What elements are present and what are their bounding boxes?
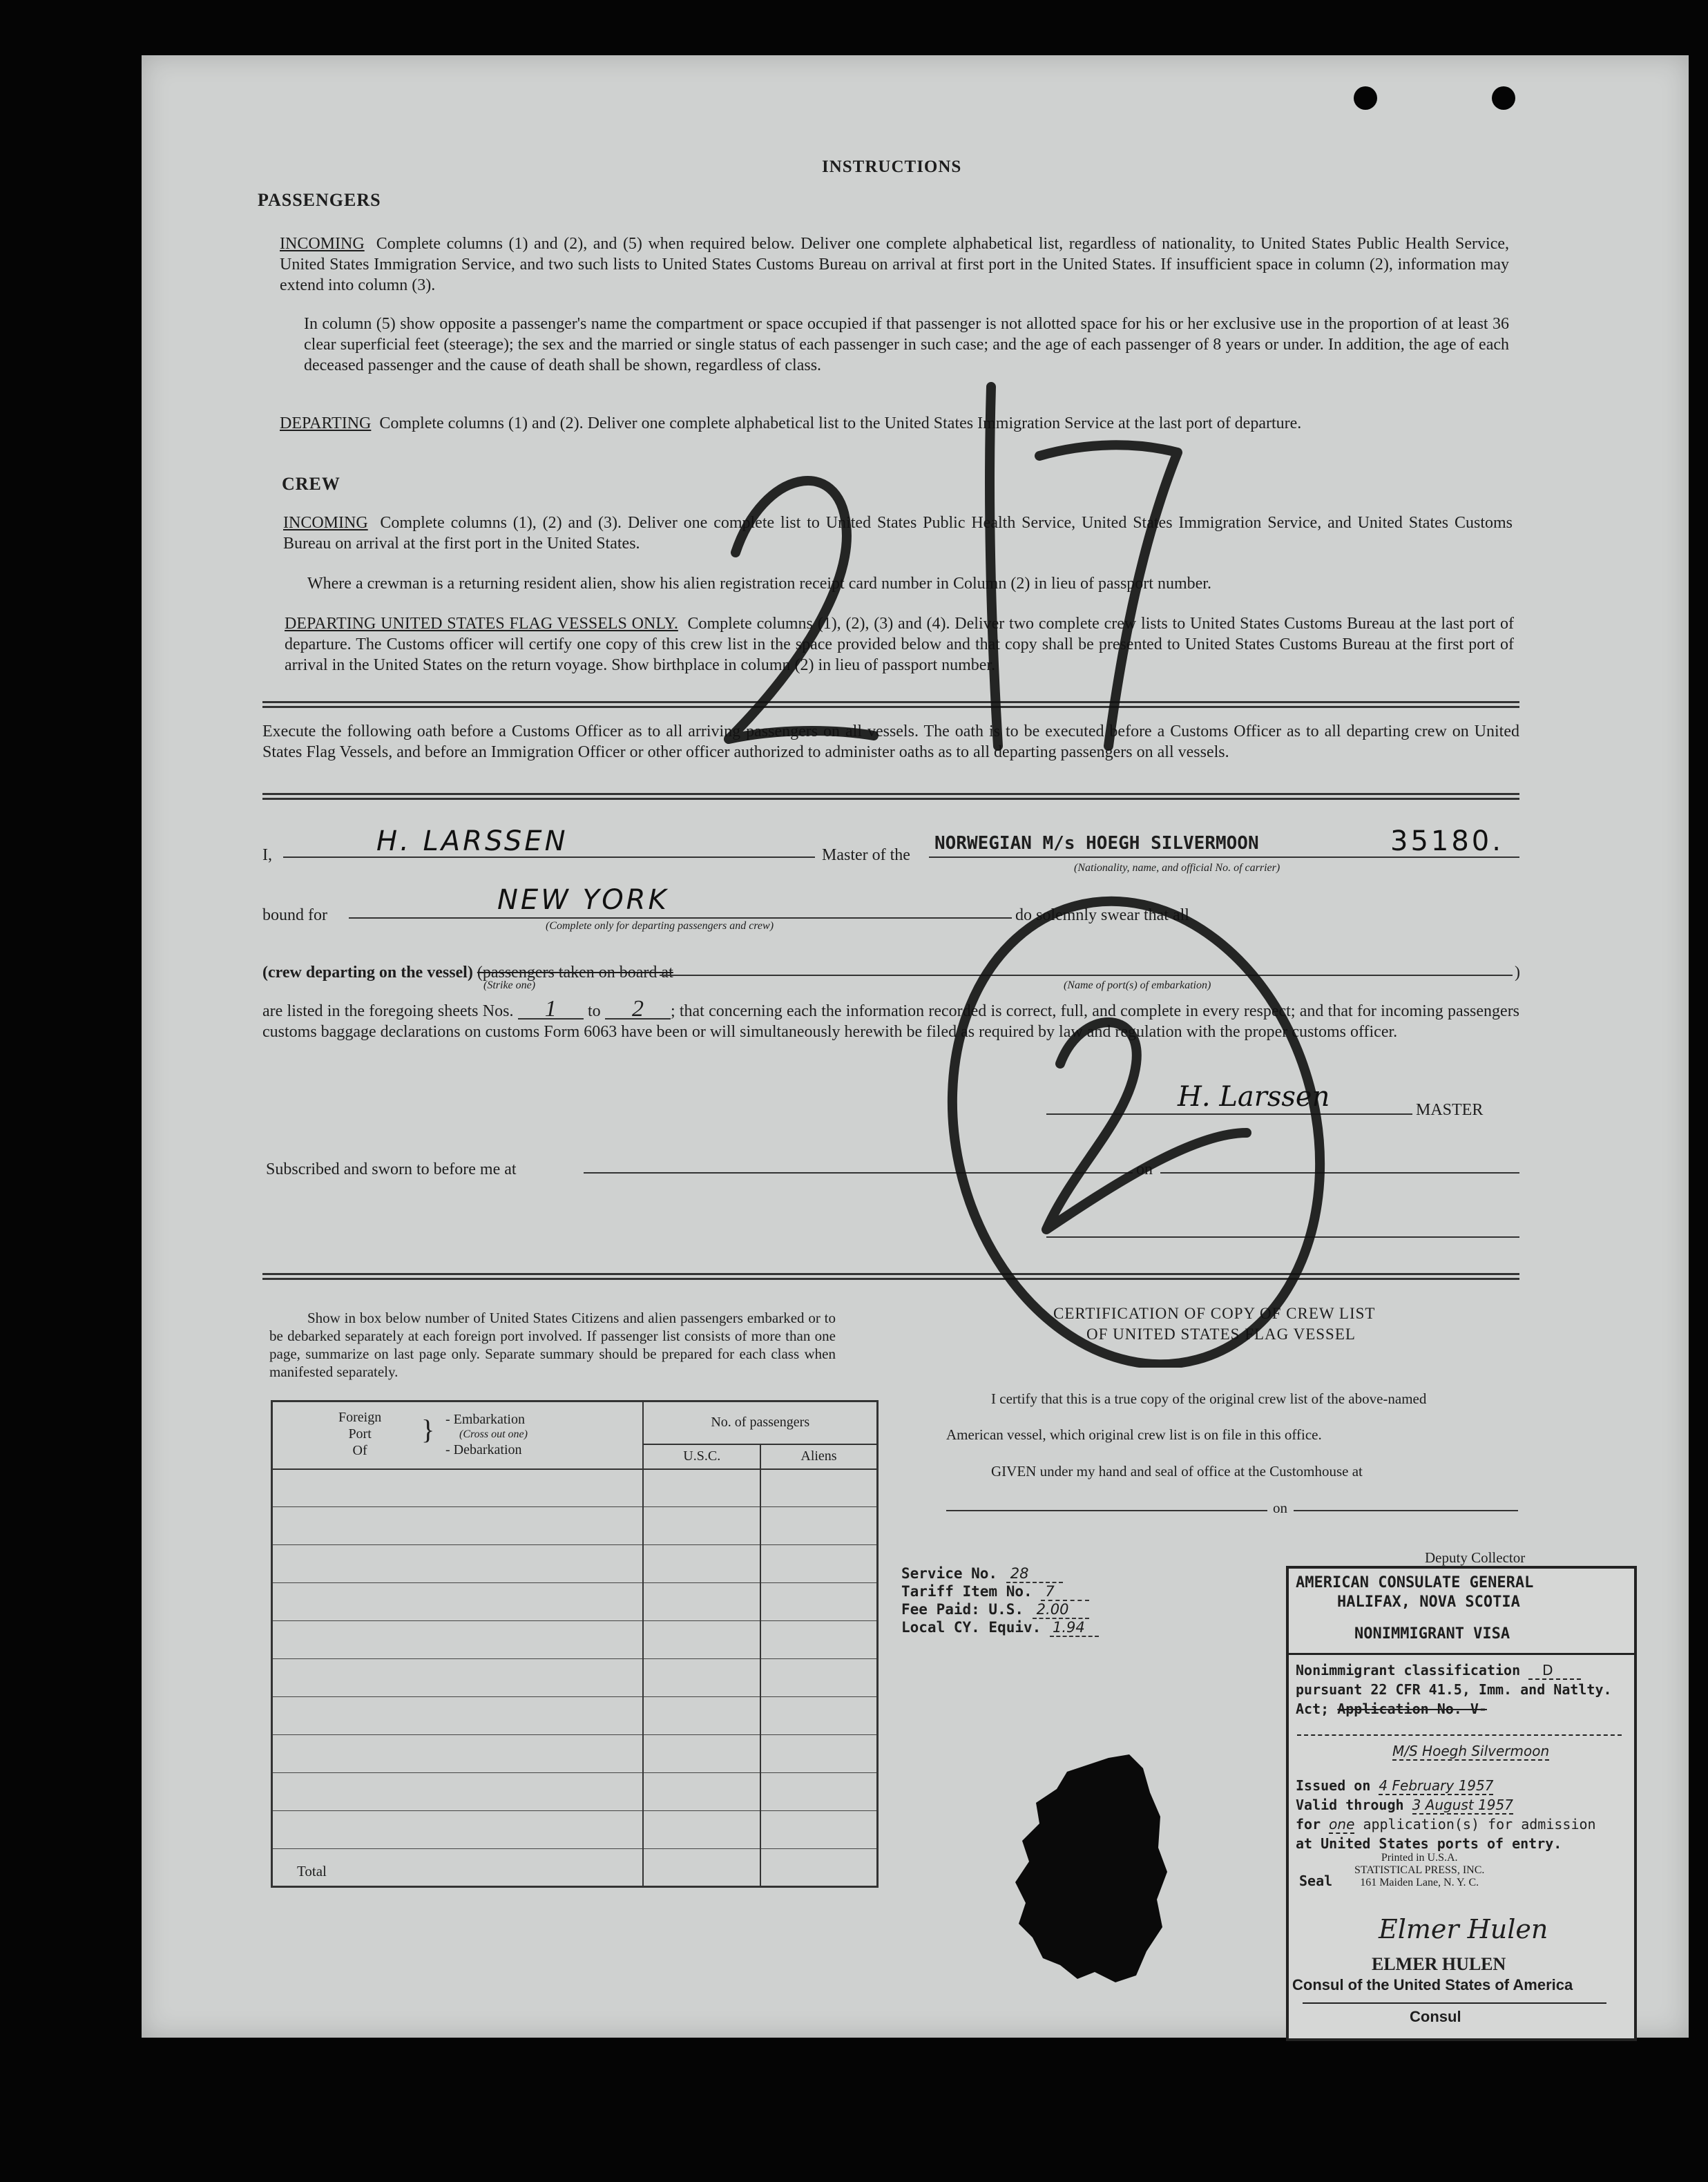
tariff-label: Tariff Item No.: [901, 1583, 1033, 1600]
total-label: Total: [272, 1849, 644, 1887]
sheets-prefix: are listed in the foregoing sheets Nos.: [262, 1002, 514, 1020]
printer-imprint: [1354, 1852, 1484, 1889]
crew-incoming-text: Complete columns (1), (2) and (3). Deliver one complete list to United States Public Health Service, United States Immigration Service, and United States Customs Bureau on arrival at the first port in the United States.: [283, 514, 1513, 553]
consul-label: Consul: [1410, 2008, 1461, 2025]
stamp-line-1: AMERICAN CONSULATE GENERAL: [1296, 1574, 1534, 1591]
summary-instructions: Show in box below number of United States Citizens and alien passengers embarked or to be debarked separately at each foreign port involved. If passenger list consists of more than one page, summarize on last page only. Separate summary should be prepared for each class when manifested separately.: [269, 1310, 836, 1380]
cross-out-label: (Cross out one): [459, 1428, 528, 1440]
vessel-name: NORWEGIAN M/s HOEGH SILVERMOON: [934, 833, 1259, 854]
service-row: [901, 1564, 1099, 1582]
certification-text-2: American vessel, which original crew list is on file in this office.: [946, 1426, 1322, 1443]
service-value: 28: [1006, 1565, 1064, 1583]
passengers-heading: PASSENGERS: [258, 190, 381, 210]
usc-header: U.S.C.: [643, 1444, 760, 1469]
stamp-line-3: NONIMMIGRANT VISA: [1354, 1625, 1510, 1643]
application-for: application(s) for admission: [1363, 1816, 1596, 1832]
tariff-value: 7: [1041, 1583, 1088, 1601]
punch-hole: [1492, 86, 1515, 110]
ports-line: [660, 975, 1513, 976]
departing-paragraph: [280, 413, 1509, 434]
total-row: [272, 1849, 878, 1887]
fee-row: [901, 1600, 1099, 1618]
table-row: [272, 1621, 878, 1659]
destination-line: [349, 917, 1012, 919]
table-row: [272, 1583, 878, 1621]
close-paren: ): [1515, 964, 1520, 982]
master-of-label: Master of the: [822, 846, 910, 864]
certification-on: on: [1273, 1500, 1287, 1516]
table-row: [272, 1773, 878, 1811]
printer-line-3: 161 Maiden Lane, N. Y. C.: [1360, 1877, 1479, 1888]
fees-stamp: [901, 1564, 1099, 1636]
table-row: [272, 1811, 878, 1849]
crew-departing-label: (crew departing on the vessel): [262, 964, 473, 982]
subscribed-label: Subscribed and sworn to before me at: [266, 1160, 517, 1178]
departing-flag-paragraph: [285, 613, 1514, 676]
stamp-pursuant: pursuant 22 CFR 41.5, Imm. and Natlty.: [1296, 1681, 1612, 1698]
table-row: [272, 1697, 878, 1735]
incoming-paragraph: [280, 233, 1509, 296]
master-name: H. LARSSEN: [376, 825, 568, 857]
service-label: Service No.: [901, 1565, 998, 1582]
sheet-from: 1: [518, 1000, 584, 1020]
local-label: Local CY. Equiv.: [901, 1619, 1042, 1636]
departing-label: DEPARTING: [280, 414, 372, 432]
stamp-act: [1296, 1701, 1487, 1717]
on-label: on: [1136, 1160, 1153, 1178]
consul-signature: Elmer Hulen: [1379, 1914, 1548, 1944]
embossed-seal: [1012, 1751, 1178, 1986]
departing-text: Complete columns (1) and (2). Deliver one complete alphabetical list to the United States Immigration Service at the last port of departure.: [379, 414, 1302, 432]
handwritten-1: [990, 387, 998, 746]
incoming-text: Complete columns (1) and (2), and (5) when required below. Deliver one complete alphabetical list, regardless of nationality, to United States Public Health Service, United States Immigration Service, and two such lists to United States Customs Bureau on arrival at first port in the United States. If insufficient space in column (2), information may extend into column (3).: [280, 235, 1510, 294]
master-signature: H. Larssen: [1178, 1081, 1330, 1113]
master-signature-line: [1046, 1113, 1412, 1115]
stamp-valid: [1296, 1797, 1513, 1813]
table-row: [272, 1545, 878, 1583]
divider: [262, 701, 1519, 708]
crew-incoming-label: INCOMING: [283, 514, 368, 532]
stamp-ports: at United States ports of entry.: [1296, 1835, 1562, 1852]
crew-heading: CREW: [282, 474, 340, 494]
fee-label: Fee Paid: U.S.: [901, 1601, 1024, 1618]
consul-line: [1303, 2002, 1606, 2004]
passenger-summary-table: [271, 1400, 879, 1888]
ports-caption: (Name of port(s) of embarkation): [1064, 979, 1211, 991]
sheet-to: 2: [605, 1000, 671, 1020]
bound-for-label: bound for: [262, 906, 327, 924]
table-row: [272, 1659, 878, 1697]
issued-value: 4 February 1957: [1379, 1777, 1494, 1794]
certification-text-3: GIVEN under my hand and seal of office at the Customhouse at: [991, 1463, 1363, 1480]
deputy-collector: Deputy Collector: [1425, 1549, 1526, 1566]
customhouse-line: [946, 1510, 1267, 1511]
stamp-issued: [1296, 1777, 1493, 1794]
printer-line-2: STATISTICAL PRESS, INC.: [1354, 1864, 1485, 1876]
foreign-port-of: [338, 1409, 381, 1459]
subscribed-place-line: [584, 1172, 1133, 1174]
embarkation-label: - Embarkation: [445, 1412, 525, 1427]
foreign-label: Foreign: [338, 1410, 382, 1425]
table-row: [272, 1469, 878, 1507]
act-label: Act;: [1296, 1701, 1330, 1717]
for-label: for: [1296, 1816, 1321, 1832]
for-value: one: [1329, 1816, 1355, 1832]
port-header-cell: [272, 1401, 644, 1469]
classification-value: D: [1528, 1662, 1580, 1680]
document-page: [142, 55, 1689, 2038]
departing-flag-text: Complete columns (1), (2), (3) and (4). Deliver two complete crew lists to United States Customs Bureau at the last port of departure. The Customs officer will certify one copy of this crew list in the space provided below and that copy shall be presented to United States Customs Bureau at the first port of arrival in the United States on the return voyage. Show birthplace in column (2) in lieu of passport number.: [285, 615, 1514, 674]
vessel-number: 35180.: [1390, 825, 1504, 857]
swear-text: do solemnly swear that all: [1015, 906, 1189, 924]
vessel-caption: (Nationality, name, and official No. of carrier): [1074, 862, 1280, 874]
local-row: [901, 1618, 1099, 1636]
visa-stamp: [1286, 1566, 1637, 2041]
local-value: 1.94: [1050, 1619, 1099, 1637]
printer-line-1: Printed in U.S.A.: [1381, 1852, 1458, 1864]
divider: [262, 1273, 1519, 1280]
stamp-classification: [1296, 1662, 1581, 1678]
divider: [262, 793, 1519, 800]
stamp-blank-line: [1297, 1734, 1622, 1736]
certification-text-1: I certify that this is a true copy of the original crew list of the above-named: [991, 1390, 1427, 1407]
stamp-divider: [1289, 1653, 1634, 1655]
consul-title: Consul of the United States of America: [1292, 1976, 1573, 1993]
i-label: I,: [262, 846, 272, 864]
certification-date-line: [1294, 1510, 1518, 1511]
of-label: Of: [352, 1443, 367, 1458]
aliens-header: Aliens: [760, 1444, 878, 1469]
stamp-vessel: M/S Hoegh Silvermoon: [1392, 1743, 1550, 1759]
sheets-suffix: ; that concerning each the information recorded is correct, full, and complete in every respect; and that for incoming passengers customs baggage declarations on customs Form 6063 have been or will simultaneously herewith be filed as required by law and regulation with the proper customs officer.: [262, 1002, 1520, 1041]
circled-2: [1046, 1022, 1247, 1229]
destination: NEW YORK: [497, 884, 669, 916]
stamp-for: [1296, 1816, 1596, 1832]
incoming-label: INCOMING: [280, 235, 365, 253]
passengers-struck: (passengers taken on board at: [477, 964, 673, 982]
embark-debark: [445, 1412, 528, 1457]
sheets-paragraph: [262, 996, 1520, 1042]
certification-title-2: OF UNITED STATES FLAG VESSEL: [1086, 1326, 1356, 1343]
master-label: MASTER: [1416, 1101, 1484, 1119]
strike-caption: (Strike one): [483, 979, 536, 991]
tariff-row: [901, 1582, 1099, 1600]
crewman-paragraph: Where a crewman is a returning resident alien, show his alien registration receipt card number in Column (2) in lieu of passport number.: [307, 575, 1211, 593]
stamp-line-2: HALIFAX, NOVA SCOTIA: [1337, 1594, 1520, 1611]
departing-flag-label: DEPARTING UNITED STATES FLAG VESSELS ONLY.: [285, 615, 678, 633]
application-label: Application No. V-: [1337, 1701, 1487, 1717]
certification-title-1: CERTIFICATION OF COPY OF CREW LIST: [1053, 1305, 1376, 1322]
valid-value: 3 August 1957: [1412, 1797, 1513, 1813]
crew-departing-text: [262, 962, 673, 983]
valid-label: Valid through: [1296, 1797, 1404, 1813]
seal-shape: [1015, 1754, 1167, 1982]
num-passengers-header: No. of passengers: [643, 1401, 877, 1444]
debarkation-label: - Debarkation: [445, 1442, 522, 1457]
instructions-title: INSTRUCTIONS: [822, 157, 962, 176]
oath-intro: Execute the following oath before a Customs Officer as to all arriving passengers on all vessels. The oath is to be executed before a Customs Officer as to all departing crew on United States Flag Vessels, and before an Immigration Officer or other officer authorized to administer oaths as to all departing passengers on all vessels.: [262, 722, 1519, 761]
punch-hole: [1354, 86, 1377, 110]
port-label: Port: [348, 1426, 372, 1442]
issued-label: Issued on: [1296, 1777, 1371, 1794]
to-label: to: [588, 1002, 601, 1020]
fee-value: 2.00: [1033, 1601, 1090, 1619]
officer-line: [1046, 1236, 1519, 1238]
table-row: [272, 1507, 878, 1545]
classification-label: Nonimmigrant classification: [1296, 1662, 1521, 1678]
column5-paragraph: In column (5) show opposite a passenger's name the compartment or space occupied if that passenger is not allotted space for his or her exclusive use in the proportion of at least 36 clear superficial feet (steerage); the sex and the married or single status of each passenger in such case; and the age of each passenger of 8 years or under. In addition, the age of each deceased passenger and the cause of death shall be shown, regardless of class.: [304, 315, 1509, 374]
subscribed-date-line: [1160, 1172, 1519, 1174]
destination-caption: (Complete only for departing passengers and crew): [546, 920, 774, 932]
table-row: [272, 1735, 878, 1773]
brace: }: [421, 1414, 435, 1445]
crew-incoming-paragraph: [283, 513, 1513, 554]
consul-name: ELMER HULEN: [1372, 1954, 1506, 1974]
stamp-seal: Seal: [1299, 1873, 1333, 1889]
